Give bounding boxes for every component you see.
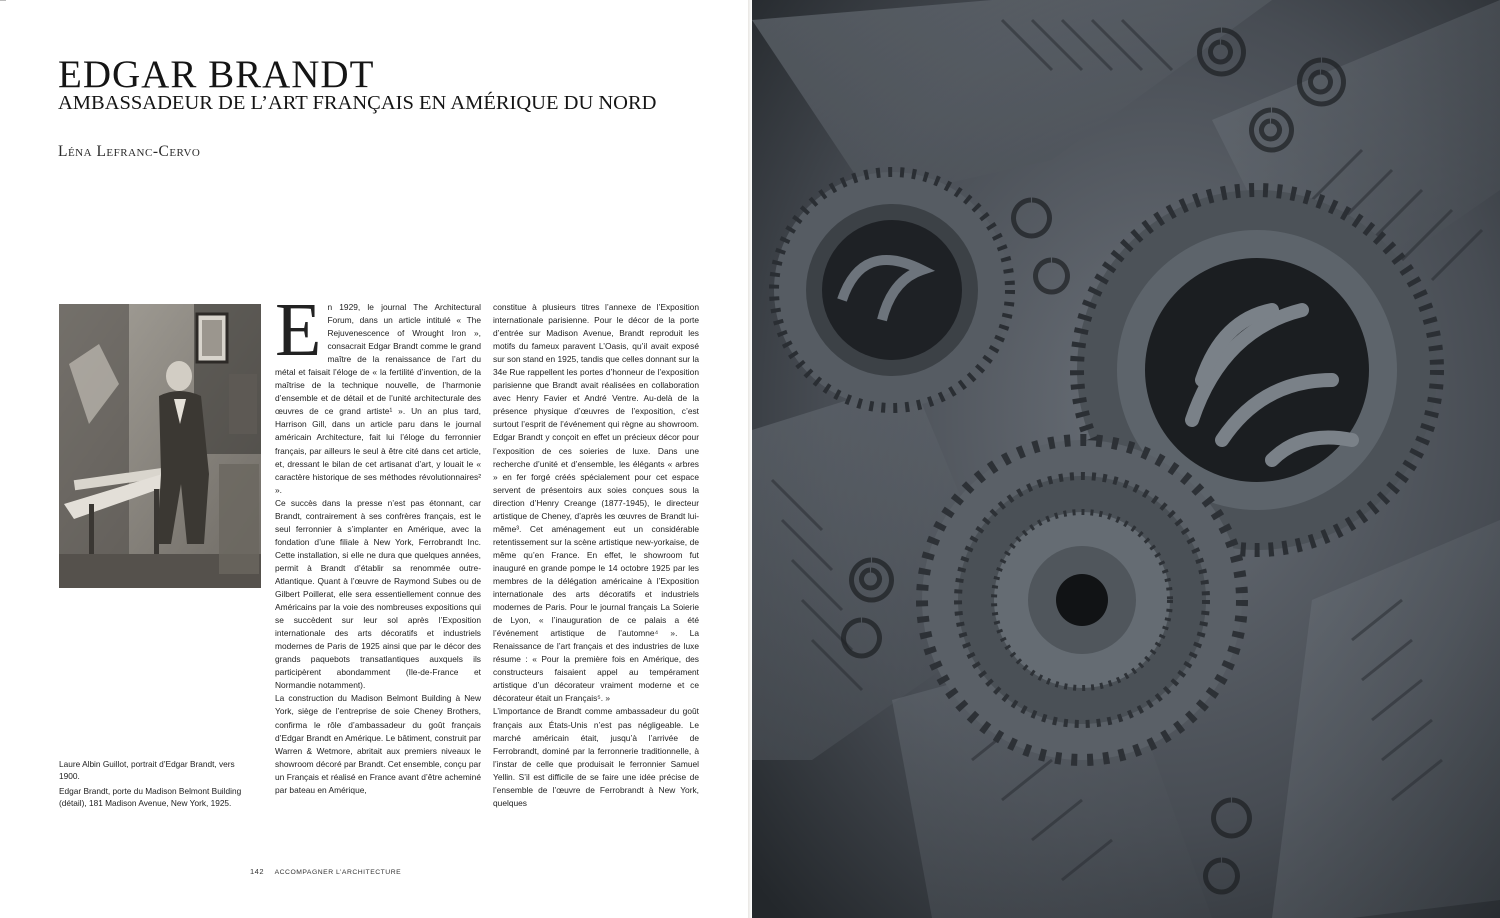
paragraph: La construction du Madison Belmont Building à New York, siège de l’entreprise de soie Cheney Brothers, confirma le rôle d’ambassadeur du goût français d’Edgar Brandt en Amérique. Le bâtiment, construit par Warren & Wetmore, abritait aux premiers niveaux le showroom décoré par Brandt. Cet ensemble, conçu par un Français et réalisé en France avant d’être acheminé par bateau en Amérique,: [275, 693, 481, 795]
page-number: 142: [250, 867, 265, 876]
paragraph: n 1929, le journal The Architectural Forum, dans un article intitulé « The Rejuvenescence of Wrought Iron », consacrait Edgar Brandt comme le grand maître de la renaissance de l’art du métal et faisait l’éloge de « la fertilité d’invention, de la maîtrise de la technique nouvelle, de l’harmonie d’ensemble et de détail et de l’unité architecturale des œuvres de ce grand artiste¹ ». Un an plus tard, Harrison Gill, dans un article paru dans le journal américain Architecture, fait lui l’éloge du ferronnier français, par ailleurs le seul à être cité dans cet article, et, dressant le bilan de cet artisanat d’art, y louait le « caractère historique de ses méthodes révolutionnaires² ».: [275, 302, 481, 495]
body-column-1: [275, 288, 481, 797]
door-caption: Edgar Brandt, porte du Madison Belmont Building (détail), 181 Madison Avenue, New York, 1925.: [59, 786, 242, 808]
iron-door-detail-image: [752, 0, 1500, 918]
article-subtitle: AMBASSADEUR DE L’ART FRANÇAIS EN AMÉRIQUE DU NORD: [58, 92, 657, 114]
paragraph: constitue à plusieurs titres l’annexe de l’Exposition internationale parisienne. Pour le décor de la porte d’entrée sur Madison Avenue, Brandt reproduit les motifs du fameux paravent L’Oasis, qu’il avait exposé sur son stand en 1925, tandis que celles donnant sur la 34e Rue rappellent les portes d’honneur de l’exposition parisienne que Brandt avait réalisées en collaboration avec Henry Favier et André Ventre. Au-delà de la présence physique d’œuvres de l’exposition, c’est surtout l’esprit de l’événement qui règne au showroom. Edgar Brandt y conçoit en effet un précieux décor pour l’exposition de ces soieries de luxe. Dans une recherche d’unité et d’ensemble, les élégants « arbres » en fer forgé créés spécialement pour cet espace servent de présentoirs aux soies conçues sous la direction d’Henry Creange (1877-1945), le directeur artistique de Cheney, d’après les œuvres de Brandt lui-même³. Cet aménagement eut un considérable retentissement sur la scène artistique new-yorkaise, de même qu’en France. En effet, le showroom fut inauguré en grande pompe le 14 octobre 1925 par les membres de la délégation américaine à l’Exposition internationale des arts décoratifs et industriels modernes de Paris. Pour le journal français La Soierie de Lyon, « l’inauguration de ce palais a été l’événement artistique de l’automne⁴ ». La Renaissance de l’art français et des industries de luxe résume : « Pour la première fois en Amérique, des constructeurs faisaient appel au tempérament artistique d’un décorateur vraiment moderne et ce décorateur était un Français⁵. »: [493, 302, 699, 704]
body-column-2: [493, 301, 699, 810]
article-title: EDGAR BRANDT: [58, 53, 375, 96]
portrait-photo: [59, 304, 261, 588]
paragraph: L’importance de Brandt comme ambassadeur du goût français aux États-Unis n’est pas négligeable. Le marché américain était, jusqu’à l’arrivée de Ferrobrandt, dominé par la ferronnerie traditionnelle, à l’instar de celle que produisait le ferronnier Samuel Yellin. S’il est difficile de se faire une idée précise de l’ensemble de l’œuvre de Ferrobrandt à New York, quelques: [493, 706, 699, 808]
paragraph: Ce succès dans la presse n’est pas étonnant, car Brandt, contrairement à ses confrères français, est le seul ferronnier à s’implanter en Amérique, avec la fondation d’une filiale à New York, Ferrobrandt Inc. Cette installation, si elle ne dura que quelques années, permit à Brandt d’établir sa renommée outre-Atlantique. Quant à l’œuvre de Raymond Subes ou de Gilbert Poillerat, elle sera essentiellement connue des Américains par la voie des nombreuses expositions qui se succèdent sur leur sol après l’Exposition internationale des arts décoratifs et industriels modernes de Paris de 1925 ainsi que par le décor des grands paquebots transatlantiques auxquels ils participèrent abondamment (Ile-de-France et Normandie notamment).: [275, 497, 481, 691]
portrait-photo-image: [59, 304, 261, 588]
article-author: Léna Lefranc-Cervo: [58, 143, 201, 160]
crop-mark: [0, 0, 6, 1]
right-page-photo: [752, 0, 1500, 918]
portrait-caption: Laure Albin Guillot, portrait d’Edgar Brandt, vers 1900.: [59, 759, 235, 781]
section-title: ACCOMPAGNER L’ARCHITECTURE: [274, 869, 402, 876]
drop-cap: E: [275, 288, 322, 372]
left-page: [0, 0, 748, 918]
page-footer: [250, 867, 401, 876]
